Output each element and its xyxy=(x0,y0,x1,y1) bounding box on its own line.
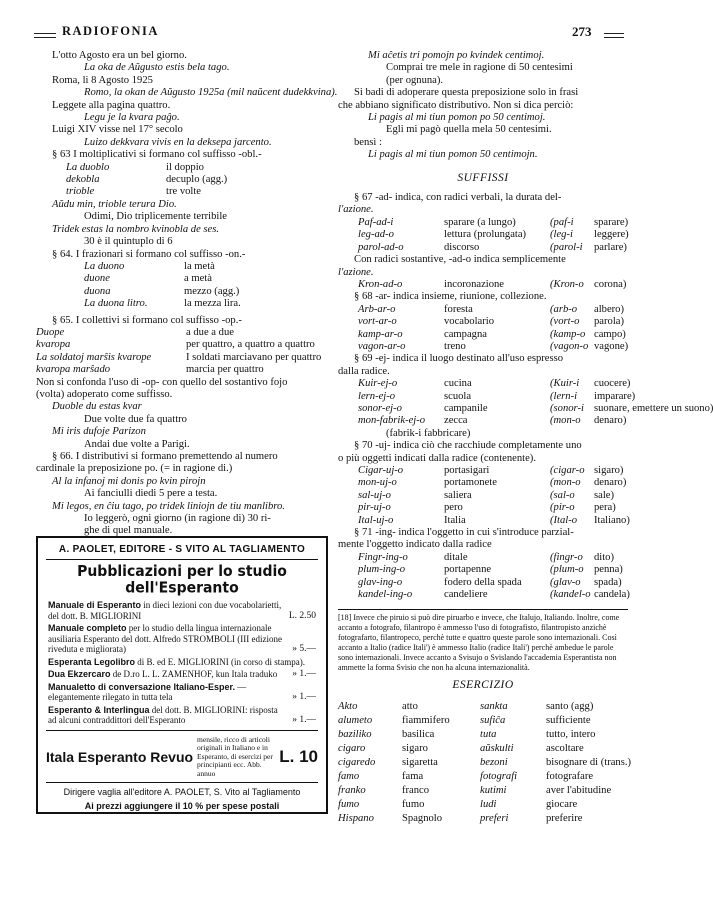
text-line: § 65. I collettivi si formano col suffisso -op.- xyxy=(52,314,242,326)
derived-meaning: vocabolario xyxy=(444,316,495,328)
revue-description: mensile, ricco di articoli originali in Italiano e in Esperanto, di esercizi per principianti ecc. Abb. annuo xyxy=(197,734,273,778)
root-meaning: imparare) xyxy=(594,390,636,402)
root-meaning: denaro) xyxy=(594,477,627,489)
esperanto-term: dekobla xyxy=(66,174,100,186)
term-pair xyxy=(36,273,328,285)
postage-note: Ai prezzi aggiungere il 10 % per spese postali xyxy=(84,801,280,811)
exercise-row xyxy=(338,784,628,798)
section-title: SUFFISSI xyxy=(457,171,509,184)
derived-word: Paf-ad-i xyxy=(358,216,394,228)
derived-meaning: portamonete xyxy=(444,477,497,489)
root-word: (kandel-o xyxy=(550,589,591,601)
exercise-row xyxy=(338,812,628,826)
text-line: § 63 I moltiplicativi si formano col suffisso -obl.- xyxy=(52,149,262,161)
book-title: Manualetto di conversazione Italiano-Esper. xyxy=(48,681,236,692)
exercise-word: fumo xyxy=(338,798,360,810)
text-line: La oka de Aŭgusto estis bela tago. xyxy=(84,62,230,74)
derivation-row xyxy=(338,465,628,477)
text-line: o più oggetti indicati dalla radice (contenente). xyxy=(338,452,536,464)
exercise-row xyxy=(338,798,628,812)
derived-meaning: pero xyxy=(444,502,463,514)
text-line: Luigi XIV visse nel 17° secolo xyxy=(52,124,183,136)
exercise-word: bezoni xyxy=(480,756,508,768)
text-line: Aŭdu min, trioble terura Dio. xyxy=(52,198,177,210)
exercise-row xyxy=(338,728,628,742)
book-price: L. 2.50 xyxy=(288,610,316,621)
derivation-row xyxy=(338,502,628,514)
root-meaning: sigaro) xyxy=(594,465,624,476)
root-word: (leg-i xyxy=(550,229,573,241)
derived-word: vagon-ar-o xyxy=(358,340,406,352)
italian-gloss: I soldati marciavano per quattro xyxy=(186,351,322,363)
root-word: (pir-o xyxy=(550,502,575,514)
root-word: (parol-i xyxy=(550,241,583,253)
text-line: Comprai tre mele in ragione di 50 centesimi xyxy=(386,62,573,74)
exercise-word: franko xyxy=(338,784,366,796)
root-word: (sal-o xyxy=(550,489,575,501)
italian-gloss: il doppio xyxy=(166,161,204,173)
root-word: (fingr-o xyxy=(550,551,583,563)
advert-book xyxy=(38,705,326,726)
text-line: Leggete alla pagina quattro. xyxy=(52,99,171,111)
term-pair xyxy=(36,174,328,186)
exercise-meaning: sigaretta xyxy=(402,756,438,768)
book-description: del dott. B. MIGLIORINI: risposta ad alcuni contraddittori dell'Esperanto xyxy=(48,704,278,725)
text-line: Duoble du estas kvar xyxy=(52,401,142,413)
derived-word: leg-ad-o xyxy=(358,229,394,241)
derived-word: plum-ing-o xyxy=(358,564,406,576)
derived-meaning: incoronazione xyxy=(444,278,505,290)
text-line: § 67 -ad- indica, con radici verbali, la durata del- xyxy=(354,192,562,204)
header-rule-left xyxy=(34,33,56,38)
revue-name: Itala Esperanto Revuo xyxy=(46,748,194,765)
derivation-row xyxy=(338,515,628,527)
derived-meaning: ditale xyxy=(444,551,468,563)
derived-meaning: zecca xyxy=(444,415,468,427)
esperanto-term: duone xyxy=(84,273,110,285)
term-pair xyxy=(36,339,328,351)
advert-book xyxy=(38,669,326,680)
text-line: Non si confonda l'uso di -op- con quello del sostantivo fojo xyxy=(36,376,288,388)
right-body xyxy=(338,50,713,601)
root-meaning: dito) xyxy=(594,551,615,563)
derived-word: pir-uj-o xyxy=(358,502,391,514)
derived-meaning: portapenne xyxy=(444,564,492,576)
advert-book xyxy=(38,623,326,655)
derived-word: Kuir-ej-o xyxy=(358,378,398,390)
root-word: (Kuir-i xyxy=(550,378,580,390)
exercise-word: famo xyxy=(338,770,360,782)
derived-meaning: campanile xyxy=(444,402,488,414)
text-line: Legu je la kvara paĝo. xyxy=(84,112,180,124)
exercise-meaning: tutto, intero xyxy=(546,728,596,740)
esperanto-term: La duoblo xyxy=(66,161,110,173)
text-line: Odimi, Dio triplicemente terribile xyxy=(84,211,227,223)
text-line: dalla radice. xyxy=(338,365,390,377)
derivation-row xyxy=(338,229,628,241)
advertisement-box xyxy=(36,536,328,814)
advert-book-list xyxy=(38,600,326,726)
root-meaning: albero) xyxy=(594,303,624,315)
exercise-meaning: santo (agg) xyxy=(546,700,594,712)
derived-meaning: discorso xyxy=(444,241,480,253)
derived-word: Ital-uj-o xyxy=(358,514,394,526)
esperanto-term: duona xyxy=(84,285,111,297)
exercise-meaning: aver l'abitudine xyxy=(546,784,612,796)
term-pair xyxy=(36,298,328,310)
book-title: Esperanta Legolibro xyxy=(48,656,136,667)
italian-gloss: la mezza lira. xyxy=(184,298,241,310)
root-word: (glav-o xyxy=(550,576,581,588)
italian-gloss: mezzo (agg.) xyxy=(184,285,240,297)
book-description: de D.ro L. L. ZAMENHOF, kun Itala traduko xyxy=(110,669,278,679)
esperanto-term: La duona litro. xyxy=(84,298,148,310)
exercise-meaning: sigaro xyxy=(402,742,428,754)
text-line: Con radici sostantive, -ad-o indica semplicemente xyxy=(354,254,566,266)
root-word: (mon-o xyxy=(550,415,581,427)
exercise-meaning: atto xyxy=(402,700,418,712)
book-description: per lo studio della lingua internazionale ausiliaria Esperanto del dott. Alfredo STROMBOLI (III edizione riveduta e migliorata) xyxy=(48,623,282,654)
text-line: Roma, li 8 Agosto 1925 xyxy=(52,74,153,86)
advert-headline: Pubblicazioni per lo studio dell'Esperanto xyxy=(77,563,287,597)
esperanto-term: trioble xyxy=(66,186,95,198)
text-line: Io leggerò, ogni giorno (in ragione di) 30 ri- xyxy=(84,513,271,525)
exercise-meaning: fumo xyxy=(402,798,425,810)
root-meaning: cuocere) xyxy=(594,378,631,390)
derived-word: glav-ing-o xyxy=(358,576,403,588)
book-title: Dua Ekzercaro xyxy=(48,669,111,679)
exercise-meaning: giocare xyxy=(546,798,578,810)
exercise-meaning: Spagnolo xyxy=(402,812,443,824)
italian-gloss: tre volte xyxy=(166,186,202,198)
root-meaning: penna) xyxy=(594,564,623,576)
root-word: (paf-i xyxy=(550,216,574,228)
root-meaning: vagone) xyxy=(594,340,629,352)
term-pair xyxy=(36,186,328,198)
italian-gloss: marcia per quattro xyxy=(186,364,264,376)
text-line: bensì : xyxy=(354,136,382,148)
italian-gloss: decuplo (agg.) xyxy=(166,174,228,186)
derived-meaning: campagna xyxy=(444,328,487,340)
text-line: l'azione. xyxy=(338,266,374,278)
page-header xyxy=(34,24,624,42)
advert-publisher: A. PAOLET, EDITORE - S VITO AL TAGLIAMENTO xyxy=(58,544,306,555)
book-description: in dieci lezioni con due vocabolarietti, del dott. B. MIGLIORINI xyxy=(48,600,282,621)
text-line: Luizo dekkvara vivis en la deksepa jarcento. xyxy=(84,136,272,148)
exercise-word: fotografi xyxy=(480,770,518,782)
text-line: (per ognuna). xyxy=(386,74,444,86)
exercise-word: ludi xyxy=(480,798,497,810)
exercise-word: baziliko xyxy=(338,728,372,740)
running-title: RADIOFONIA xyxy=(62,24,159,38)
derived-meaning: Italia xyxy=(444,514,466,526)
term-pair xyxy=(36,327,328,339)
exercise-table xyxy=(338,700,632,826)
book-price: » 5.— xyxy=(292,644,316,654)
derived-meaning: saliera xyxy=(444,489,472,501)
book-description: di B. ed E. MIGLIORINI (in corso di stampa). xyxy=(135,656,305,667)
derived-word: Kron-ad-o xyxy=(358,278,403,290)
root-meaning: sale) xyxy=(594,489,614,501)
derived-meaning: scuola xyxy=(444,390,472,402)
derived-word: parol-ad-o xyxy=(358,241,404,253)
exercise-meaning: bisognare di (trans.) xyxy=(546,756,632,768)
text-line: L'otto Agosto era un bel giorno. xyxy=(52,50,187,61)
derivation-row xyxy=(338,242,628,254)
root-word: (vagon-o xyxy=(550,340,589,352)
exercise-row xyxy=(338,742,628,756)
derived-word: mon-fabrik-ej-o xyxy=(358,415,426,427)
exercise-meaning: basilica xyxy=(402,728,435,740)
derived-meaning: treno xyxy=(444,340,466,352)
derived-word: kandel-ing-o xyxy=(358,589,413,601)
derived-meaning: foresta xyxy=(444,303,473,315)
text-line: ghe di quel manuale. xyxy=(84,525,173,537)
exercise-word: Hispano xyxy=(338,812,374,824)
revue-price: L. 10 xyxy=(279,746,318,766)
esperanto-term: kvaropa marŝado xyxy=(36,364,111,376)
derived-word: Fingr-ing-o xyxy=(358,551,408,563)
text-line: § 66. I distributivi si formano premettendo al numero xyxy=(52,451,278,462)
header-rule-right xyxy=(604,33,624,38)
root-word: (mon-o xyxy=(550,477,581,489)
italian-gloss: la metà xyxy=(184,260,215,272)
advert-book xyxy=(38,657,326,668)
book-title: Manuale di Esperanto xyxy=(48,600,142,610)
derived-meaning: sparare (a lungo) xyxy=(444,216,516,228)
text-line: mente l'oggetto indicato dalla radice xyxy=(338,539,492,551)
root-word: (Kron-o xyxy=(550,278,584,290)
book-title: Esperanto & Interlingua xyxy=(48,704,150,715)
exercise-row xyxy=(338,770,628,784)
text-line: (fabrik-i fabbricare) xyxy=(386,427,471,439)
esperanto-term: La soldatoj marŝis kvarope xyxy=(36,351,152,363)
exercise-meaning: ascoltare xyxy=(546,742,584,754)
derived-word: mon-uj-o xyxy=(358,477,397,489)
root-word: (cigar-o xyxy=(550,465,585,476)
text-line: l'azione. xyxy=(338,204,374,216)
root-meaning: sparare) xyxy=(594,216,629,228)
derived-word: sonor-ej-o xyxy=(358,402,402,414)
derived-word: kamp-ar-o xyxy=(358,328,403,340)
text-line: § 64. I frazionari si formano col suffisso -on.- xyxy=(52,248,246,260)
derivation-row xyxy=(338,402,713,415)
text-line: Andai due volte a Parigi. xyxy=(84,438,190,450)
footnote: [18] Invece che piruio si può dire piruarbo e invece, che Italujo, Italiando. Inoltre, come accanto a fotografo, filantropo è ammesso l'uso di fotografisto, filantropisto anzichè fotografarto, filantropeco, perchè tutte e quattro queste parole sono internazionali. Così accanto a Italio (radice Itali') è ammesso Italio (radice Itali') perchè ambedue le parole sono internazionali. Invece accanto a Svisujo o Svislando l'accademia Esperantista non ammette la forma Svisio che non ha alcuna internazionalità. xyxy=(338,609,628,673)
derivation-row xyxy=(338,378,631,390)
term-pair xyxy=(36,286,328,298)
page-number: 273 xyxy=(572,24,592,39)
derived-word: lern-ej-o xyxy=(358,390,396,402)
root-meaning: spada) xyxy=(594,576,622,588)
book-price: » 1.— xyxy=(292,715,316,725)
text-line: Mi aĉetis tri pomojn po kvindek centimoj. xyxy=(368,50,545,61)
text-line: cardinale la preposizione po. (= in ragione di.) xyxy=(36,463,233,475)
exercise-row xyxy=(338,700,628,714)
text-line: Mi iris dufoje Parizon xyxy=(52,426,146,438)
derived-meaning: candeliere xyxy=(444,589,488,601)
derived-meaning: lettura (prolungata) xyxy=(444,229,527,241)
text-line: Li pagis al mi tiun pomon 50 centimojn. xyxy=(368,149,538,161)
exercise-title: ESERCIZIO xyxy=(452,679,514,692)
exercise-word: sufiĉa xyxy=(480,714,506,726)
derivation-row xyxy=(338,552,628,564)
term-pair xyxy=(36,352,328,364)
text-line: 30 è il quintuplo di 6 xyxy=(84,236,173,248)
derived-meaning: fodero della spada xyxy=(444,576,522,588)
derivation-row xyxy=(338,577,628,589)
root-word: (kamp-o xyxy=(550,328,586,340)
root-word: (lern-i xyxy=(550,390,578,402)
derivation-row xyxy=(338,390,636,403)
derived-word: vort-ar-o xyxy=(358,316,397,328)
text-line: Li pagis al mi tiun pomon po 50 centimoj. xyxy=(368,112,546,124)
term-pair xyxy=(36,261,328,273)
derivation-row xyxy=(338,415,628,427)
exercise-word: cigaro xyxy=(338,742,366,754)
root-meaning: denaro) xyxy=(594,415,627,427)
derived-word: sal-uj-o xyxy=(358,489,391,501)
advert-revue xyxy=(38,736,326,779)
book-title: Manuale completo xyxy=(48,623,127,633)
text-line: Tridek estas la nombro kvinobla de ses. xyxy=(52,223,220,235)
derived-word: Cigar-uj-o xyxy=(358,465,404,476)
root-meaning: candela) xyxy=(594,589,630,601)
exercise-meaning: fiammifero xyxy=(402,714,450,726)
text-line: § 71 -ing- indica l'oggetto in cui s'introduce parzial- xyxy=(354,527,574,539)
root-meaning: campo) xyxy=(594,328,626,340)
text-line: Romo, la okan de Aŭgusto 1925a (mil naŭcent dudekkvina). xyxy=(84,87,338,99)
text-line: § 68 -ar- indica insieme, riunione, collezione. xyxy=(354,291,547,303)
exercise-row xyxy=(338,756,632,770)
text-line: Si badi di adoperare questa preposizione solo in frasi xyxy=(354,87,579,99)
esperanto-term: kvaropa xyxy=(36,339,71,351)
root-word: (arb-o xyxy=(550,303,578,315)
derivation-row xyxy=(338,589,628,601)
derived-meaning: cucina xyxy=(444,378,472,390)
root-meaning: leggere) xyxy=(594,229,629,241)
advert-divider xyxy=(46,559,318,560)
derivation-row xyxy=(338,316,628,328)
exercise-meaning: franco xyxy=(402,784,430,796)
exercise-word: cigaredo xyxy=(338,756,376,768)
right-column xyxy=(338,50,713,826)
derivation-row xyxy=(338,564,628,576)
exercise-word: preferi xyxy=(480,812,509,824)
term-pair xyxy=(36,364,328,376)
exercise-word: sankta xyxy=(480,700,508,712)
root-word: (sonor-i xyxy=(550,402,584,414)
text-line: § 69 -ej- indica il luogo destinato all'uso espresso xyxy=(354,353,564,365)
advert-divider xyxy=(46,730,318,731)
book-price: » 1.— xyxy=(292,692,316,702)
root-meaning: parlare) xyxy=(594,241,627,253)
exercise-meaning: preferire xyxy=(546,812,583,824)
root-meaning: corona) xyxy=(594,278,627,290)
advert-divider xyxy=(46,782,318,783)
book-description: — elegantemente rilegato in tutta tela xyxy=(48,681,247,702)
derived-word: Arb-ar-o xyxy=(358,303,396,315)
italian-gloss: per quattro, a quattro a quattro xyxy=(186,339,315,351)
derivation-row xyxy=(338,341,628,353)
derivation-row xyxy=(338,279,628,291)
esperanto-term: La duono xyxy=(84,260,125,272)
text-line: Mi legos, en ĉiu tago, po tridek liniojn de tiu manlibro. xyxy=(52,500,285,512)
exercise-word: Akto xyxy=(338,700,358,712)
root-word: (vort-o xyxy=(550,316,580,328)
root-word: (Ital-o xyxy=(550,514,578,526)
text-line: Due volte due fa quattro xyxy=(84,413,187,425)
exercise-row xyxy=(338,714,628,728)
book-price: » 1.— xyxy=(292,669,316,679)
advert-book xyxy=(38,682,326,703)
advert-book xyxy=(38,600,326,621)
derived-meaning: portasigari xyxy=(444,465,490,476)
root-meaning: suonare, emettere un suono) xyxy=(594,402,713,414)
exercise-meaning: fama xyxy=(402,770,424,782)
derivation-row xyxy=(338,217,628,229)
exercise-word: aŭskulti xyxy=(480,742,514,754)
text-line: Ai fanciulli diedi 5 pere a testa. xyxy=(84,488,218,500)
text-line: Egli mi pagò quella mela 50 centesimi. xyxy=(386,124,552,136)
text-line: § 70 -uj- indica ciò che racchiude completamente uno xyxy=(354,440,582,452)
root-word: (plum-o xyxy=(550,564,584,576)
root-meaning: parola) xyxy=(594,316,624,328)
root-meaning: pera) xyxy=(594,502,616,514)
italian-gloss: a due a due xyxy=(186,326,234,338)
italian-gloss: a metà xyxy=(184,273,212,285)
derivation-row xyxy=(338,490,628,502)
exercise-meaning: fotografare xyxy=(546,770,594,782)
derivation-row xyxy=(338,477,628,489)
root-meaning: Italiano) xyxy=(594,514,630,526)
exercise-word: alumeto xyxy=(338,714,373,726)
order-note: Dirigere vaglia all'editore A. PAOLET, S. Vito al Tagliamento xyxy=(63,787,301,797)
term-pair xyxy=(36,162,328,174)
text-line: che abbiano significato distributivo. Non si dica perciò: xyxy=(338,99,574,111)
derivation-row xyxy=(338,329,628,341)
esperanto-term: Duope xyxy=(36,326,65,338)
left-column xyxy=(36,50,338,538)
exercise-word: tuta xyxy=(480,728,497,740)
text-line: (volta) adoperato come suffisso. xyxy=(36,388,173,400)
text-line: Al la infanoj mi donis po kvin pirojn xyxy=(52,475,206,487)
exercise-word: kutimi xyxy=(480,784,507,796)
exercise-meaning: sufficiente xyxy=(546,714,591,726)
derivation-row xyxy=(338,304,628,316)
